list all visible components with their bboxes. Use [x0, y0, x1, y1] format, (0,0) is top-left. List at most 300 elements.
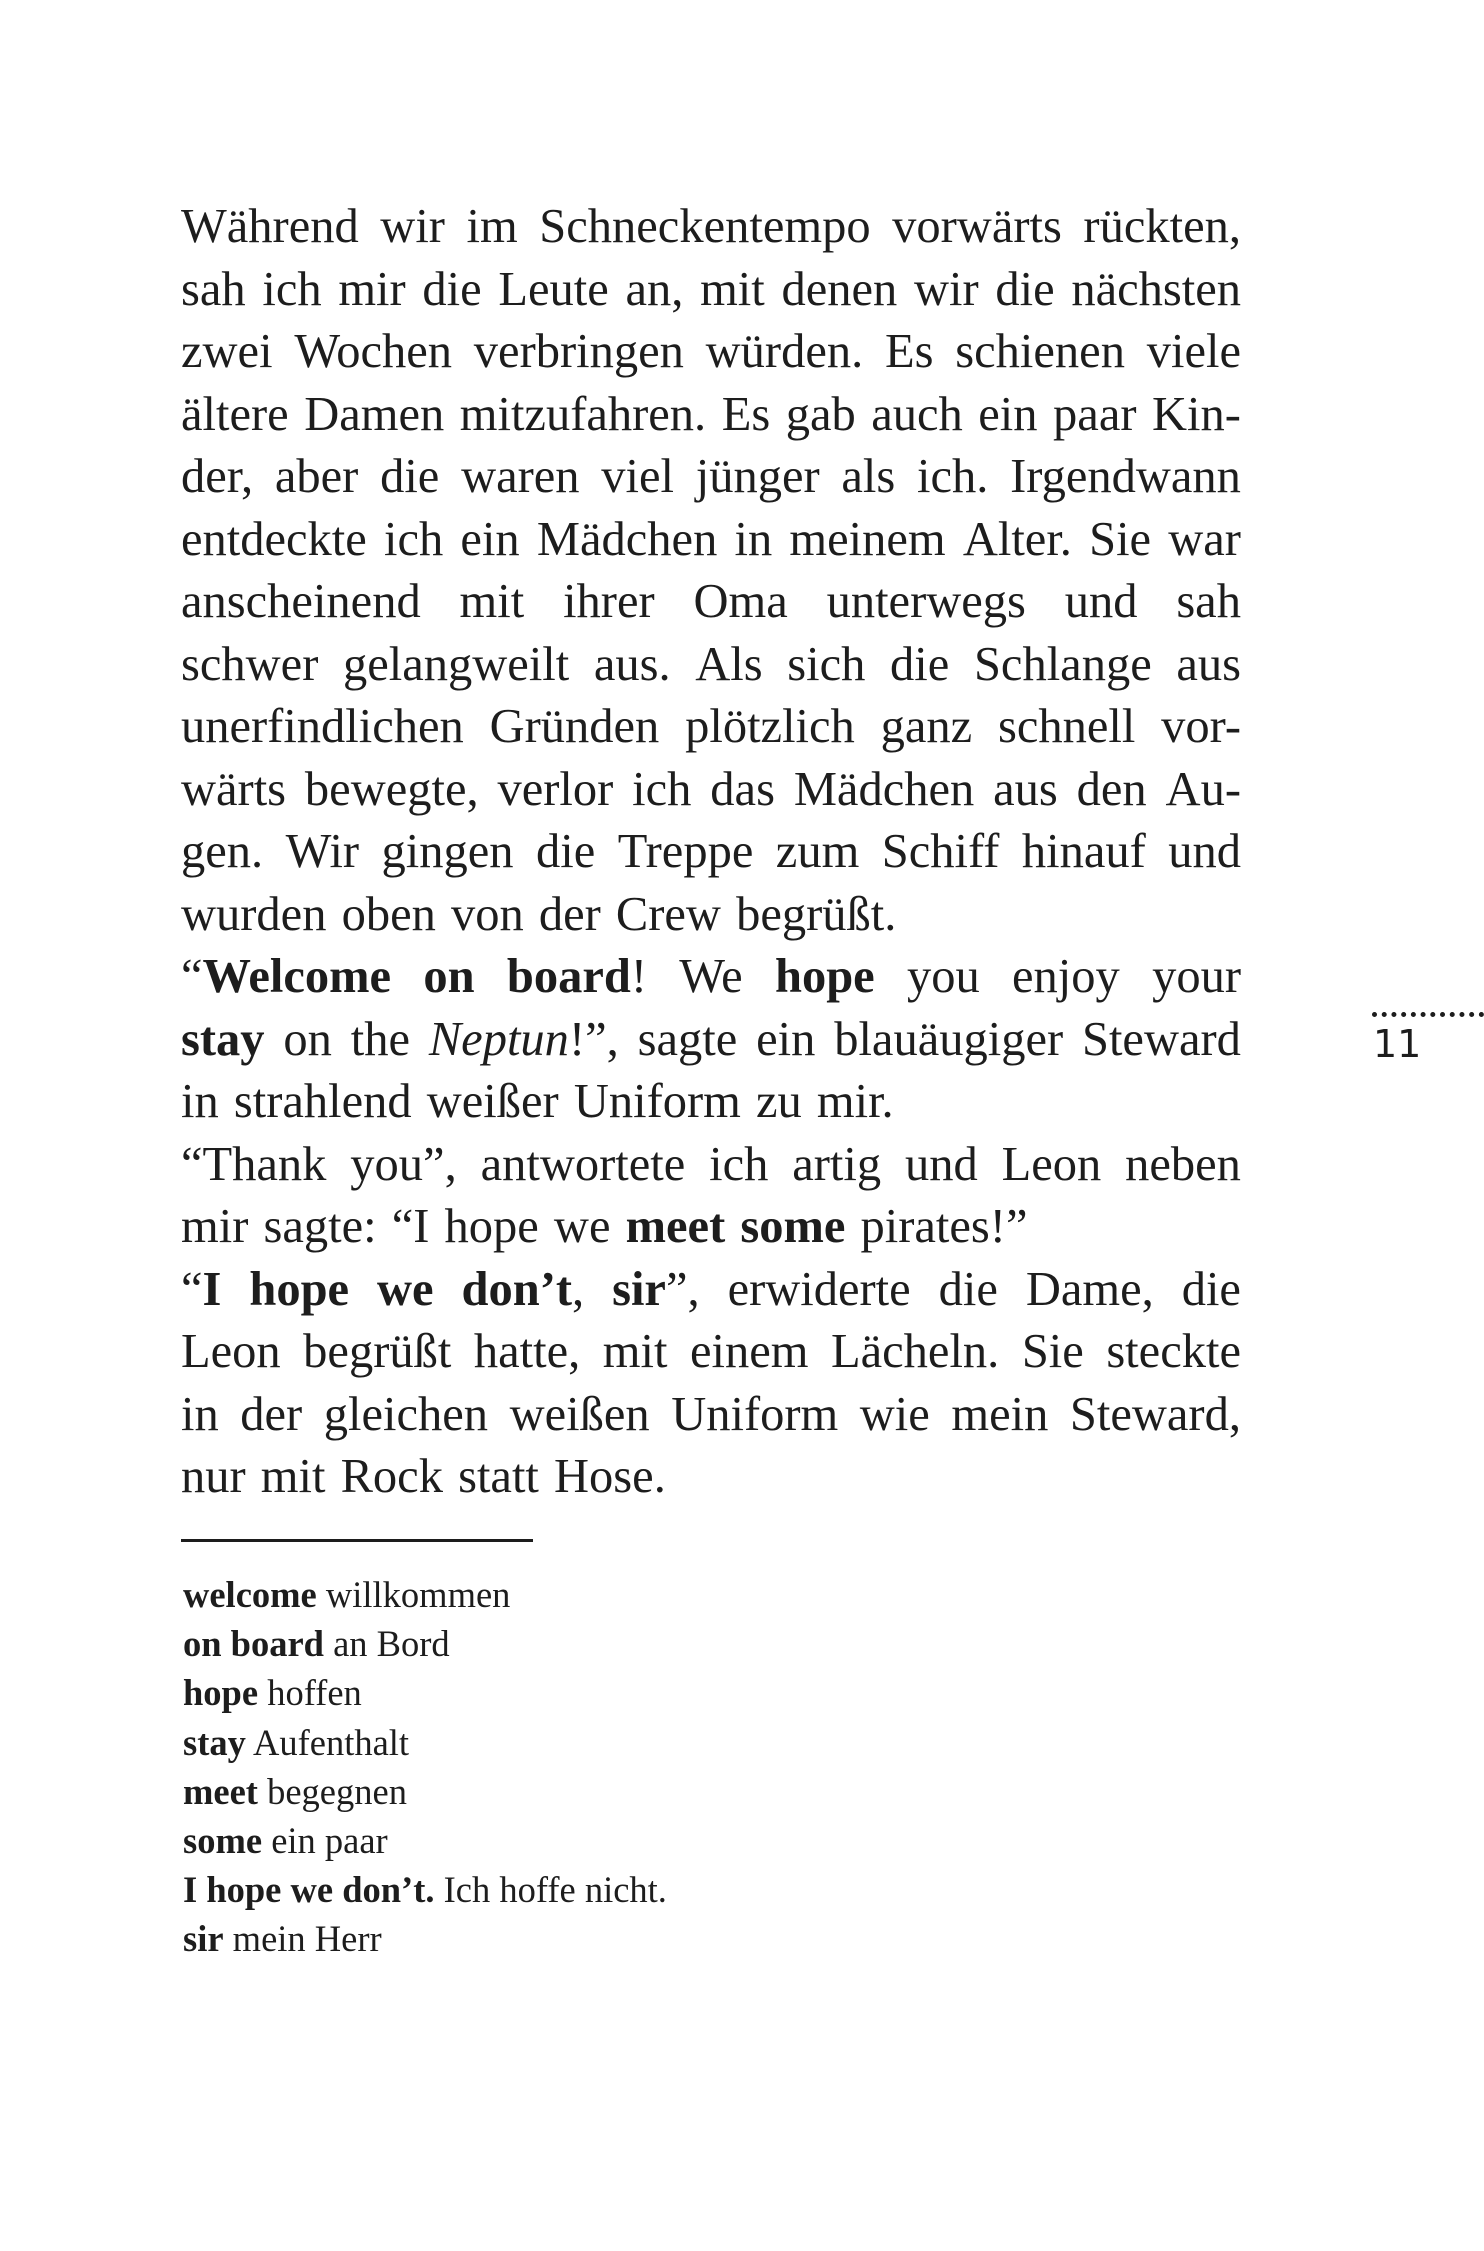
word [1168, 509, 1241, 572]
word [892, 196, 1062, 259]
word [881, 696, 973, 759]
text-segment: in strahlend weißer Uniform zu mir. [181, 1075, 894, 1128]
word [1161, 696, 1241, 759]
word [685, 696, 855, 759]
word [181, 1446, 666, 1509]
word [1071, 259, 1241, 322]
text-segment: wie [859, 1387, 930, 1441]
text-segment: pirates!” [845, 1200, 1028, 1253]
text-line [181, 821, 1241, 884]
word [422, 259, 481, 322]
text-segment: ganz [880, 700, 973, 753]
text-segment: das [710, 762, 775, 816]
word [781, 259, 897, 322]
text-segment: Kin- [1152, 387, 1241, 441]
word [625, 259, 683, 322]
footnote-divider [181, 1539, 533, 1542]
word [1152, 946, 1241, 1009]
word [601, 446, 674, 509]
word [181, 696, 464, 759]
text-segment: Leon [1001, 1137, 1102, 1191]
text-segment: neben [1125, 1137, 1241, 1191]
word [792, 1134, 881, 1197]
text-segment: ich. [917, 450, 989, 503]
text-line [181, 571, 1241, 634]
word [1152, 384, 1241, 447]
text-line [181, 384, 1241, 447]
text-segment: im [466, 200, 518, 253]
text-segment: “Thank [181, 1137, 327, 1191]
word [481, 1134, 686, 1197]
text-segment: ich [709, 1137, 769, 1191]
text-segment: nächsten [1071, 262, 1241, 316]
bold-vocab-text: on [423, 950, 475, 1003]
word [181, 1384, 219, 1447]
text-segment: ich [262, 262, 322, 316]
word [1182, 1259, 1241, 1322]
glossary-term: I hope we don’t. [183, 1869, 435, 1911]
word [831, 1321, 999, 1384]
word [429, 1009, 619, 1072]
glossary-term: hope [183, 1672, 259, 1714]
text-segment: Au- [1165, 762, 1241, 816]
text-segment: Schiff [881, 825, 1000, 878]
word [786, 384, 856, 447]
text-segment: mit [459, 575, 525, 628]
italic-text: Neptun [428, 1012, 569, 1066]
text-segment: weißen [509, 1387, 650, 1441]
word [181, 1196, 1028, 1259]
text-segment: Mädchen [536, 512, 718, 566]
word [690, 1321, 809, 1384]
glossary-term: sir [183, 1918, 224, 1960]
text-segment: Es [721, 387, 771, 441]
text-line [181, 1446, 1241, 1509]
word [1012, 946, 1120, 1009]
glossary-translation: Ich hoffe nicht. [443, 1869, 667, 1911]
word [841, 446, 895, 509]
text-segment: würden. [705, 325, 864, 378]
word [789, 509, 945, 572]
word [679, 946, 742, 1009]
word [951, 1384, 1048, 1447]
word [305, 759, 479, 822]
text-line [181, 946, 1241, 1009]
story-text [181, 196, 1241, 1509]
text-segment: denen [781, 262, 898, 316]
text-segment: an, [625, 262, 684, 316]
text-segment: enjoy [1012, 950, 1120, 1003]
word [283, 1009, 332, 1072]
word [350, 1134, 456, 1197]
word [1147, 321, 1241, 384]
word [1168, 821, 1241, 884]
text-line [181, 1321, 1241, 1384]
word [304, 384, 444, 447]
word [181, 1259, 221, 1322]
text-line [181, 196, 1241, 259]
word [1176, 634, 1241, 697]
word [612, 1259, 700, 1322]
text-segment: , [572, 1262, 585, 1316]
word [1166, 759, 1241, 822]
word [995, 259, 1054, 322]
text-segment: ein [460, 512, 520, 566]
text-segment: Leute [498, 262, 609, 316]
word [834, 1009, 1063, 1072]
page-number: 11 [1373, 1022, 1422, 1066]
text-segment: mir [338, 262, 406, 316]
text-segment: zwei [181, 325, 273, 378]
word [303, 1321, 451, 1384]
glossary-entry [183, 1816, 667, 1865]
word [1106, 1321, 1241, 1384]
word [181, 946, 391, 1009]
text-segment: wärts [181, 762, 287, 816]
text-segment: Leon [181, 1325, 281, 1378]
page-number-dotted-rule [1372, 1012, 1484, 1017]
glossary-term: on board [183, 1623, 324, 1665]
word [181, 759, 286, 822]
text-segment: steckte [1106, 1325, 1241, 1378]
text-segment: mit [700, 262, 765, 316]
text-segment: on [283, 1012, 332, 1066]
text-segment: gen. [181, 825, 264, 878]
word [693, 571, 787, 634]
text-segment: Wochen [294, 325, 453, 378]
text-segment: der [240, 1387, 303, 1441]
text-segment: Treppe [617, 825, 754, 878]
text-segment: gelangweilt [342, 637, 570, 691]
text-segment: We [679, 950, 743, 1003]
word [423, 946, 474, 1009]
glossary-entry [183, 1668, 667, 1717]
text-line [181, 1009, 1241, 1072]
word [351, 1009, 410, 1072]
text-segment: Wir [285, 825, 360, 878]
text-segment: gleichen [323, 1387, 489, 1441]
word [460, 509, 519, 572]
text-segment: Als [695, 637, 763, 691]
text-segment: viel [601, 450, 675, 503]
word [181, 384, 289, 447]
text-segment: artig [792, 1137, 882, 1191]
text-segment: Uniform [671, 1387, 839, 1441]
text-segment: in [734, 512, 773, 566]
word [722, 384, 771, 447]
text-segment: aus. [593, 637, 671, 691]
text-segment: war [1168, 512, 1241, 566]
text-segment: einem [689, 1325, 809, 1378]
word [709, 1134, 768, 1197]
word [882, 821, 1000, 884]
text-segment: Gründen [489, 700, 660, 753]
word [871, 384, 963, 447]
word [993, 759, 1058, 822]
text-segment: mein [951, 1387, 1049, 1441]
text-segment: waren [461, 450, 580, 503]
glossary-entry [183, 1914, 667, 1963]
word [735, 509, 773, 572]
text-segment: wir [380, 200, 445, 253]
word [939, 1259, 998, 1322]
word [262, 259, 321, 322]
glossary-translation: hoffen [267, 1672, 362, 1714]
word [885, 321, 934, 384]
text-segment: den [1076, 762, 1147, 816]
word [1026, 1259, 1154, 1322]
word [181, 1321, 281, 1384]
bold-vocab-text: don’t [461, 1262, 573, 1316]
word [632, 759, 691, 822]
text-segment: Steward [1081, 1012, 1241, 1066]
word [1065, 571, 1138, 634]
word [181, 446, 253, 509]
word [1010, 446, 1241, 509]
text-line [181, 759, 1241, 822]
text-segment: gab [785, 387, 856, 441]
text-segment: rückten, [1083, 200, 1241, 253]
text-segment: Mädchen [793, 762, 975, 816]
word [905, 1134, 978, 1197]
word [181, 196, 359, 259]
vocabulary-glossary [183, 1570, 667, 1964]
text-segment: die [1181, 1262, 1241, 1316]
word [794, 759, 974, 822]
glossary-term: some [183, 1820, 263, 1862]
text-segment: ein [756, 1012, 816, 1066]
word [1125, 1134, 1241, 1197]
word [1053, 384, 1136, 447]
bold-vocab-text: Welcome [202, 950, 392, 1003]
word [181, 571, 421, 634]
word [490, 696, 660, 759]
word [380, 196, 445, 259]
word [710, 759, 775, 822]
text-segment: mir sagte: “I hope we [181, 1200, 626, 1253]
bold-vocab-text: board [506, 950, 631, 1003]
text-segment: aus [993, 762, 1058, 816]
text-segment: Damen [304, 387, 445, 441]
text-line [181, 634, 1241, 697]
text-segment: vorwärts [892, 200, 1062, 253]
word [638, 1009, 738, 1072]
word [537, 509, 717, 572]
glossary-translation: mein Herr [232, 1918, 382, 1960]
word [671, 1384, 838, 1447]
word [181, 509, 367, 572]
word [181, 1009, 265, 1072]
text-segment: bewegte, [304, 762, 479, 816]
word [181, 259, 246, 322]
text-segment: Steward, [1069, 1387, 1241, 1441]
text-segment: nur mit Rock statt Hose. [181, 1450, 666, 1503]
text-segment: Während [181, 200, 359, 253]
word [978, 384, 1037, 447]
glossary-term: meet [183, 1770, 258, 1812]
text-segment: mitzufahren. [459, 387, 707, 441]
text-line [181, 696, 1241, 759]
text-segment: die [995, 262, 1055, 316]
word [536, 821, 595, 884]
text-segment: Schlange [973, 637, 1152, 691]
word [462, 1259, 585, 1322]
word [594, 634, 671, 697]
glossary-translation: an Bord [333, 1623, 450, 1665]
text-segment: jünger [695, 450, 820, 503]
text-segment: Schneckentempo [539, 200, 871, 253]
word [1070, 1384, 1241, 1447]
bold-vocab-text: sir [612, 1262, 666, 1316]
text-segment: zum [775, 825, 860, 878]
word [563, 571, 655, 634]
text-segment: die [536, 825, 596, 878]
text-line [181, 446, 1241, 509]
word [860, 1384, 930, 1447]
text-segment: “ [181, 1262, 203, 1316]
word [955, 321, 1125, 384]
bold-vocab-text: hope [774, 950, 875, 1003]
word [507, 946, 647, 1009]
text-segment: und [904, 1137, 978, 1191]
word [181, 634, 318, 697]
text-segment: ”, [665, 1262, 700, 1316]
word [1022, 1321, 1084, 1384]
text-line [181, 1134, 1241, 1197]
word [467, 196, 518, 259]
text-segment: die [890, 637, 950, 691]
text-segment: Dame, [1025, 1262, 1154, 1316]
text-line [181, 884, 1241, 947]
word [181, 321, 273, 384]
glossary-term: stay [183, 1721, 246, 1763]
text-segment: hatte, [473, 1325, 581, 1378]
text-line [181, 1071, 1241, 1134]
glossary-term: welcome [183, 1574, 317, 1615]
text-segment: erwiderte [727, 1262, 911, 1316]
glossary-entry [183, 1570, 667, 1619]
word [461, 446, 579, 509]
text-segment: antwortete [480, 1137, 686, 1191]
glossary-entry [183, 1619, 667, 1668]
glossary-entry [183, 1865, 667, 1914]
word [539, 196, 870, 259]
word [498, 759, 614, 822]
text-segment: die [938, 1262, 998, 1316]
text-segment: gingen [381, 825, 514, 878]
text-segment: the [350, 1012, 410, 1066]
word [1077, 759, 1147, 822]
word [181, 821, 263, 884]
glossary-translation: willkommen [325, 1574, 511, 1615]
text-segment: und [1064, 575, 1138, 628]
text-segment: sich [787, 637, 866, 691]
text-segment: die [422, 262, 482, 316]
word [700, 259, 765, 322]
text-line [181, 1196, 1241, 1259]
text-segment: aus [1176, 637, 1241, 691]
text-segment: schwer [181, 637, 319, 691]
word [907, 946, 980, 1009]
text-segment: plötzlich [685, 700, 855, 753]
word [382, 821, 514, 884]
text-segment: ! [630, 950, 647, 1003]
text-segment: wurden oben von der Crew begrüßt. [181, 887, 897, 941]
glossary-translation: begegnen [267, 1770, 407, 1812]
word [756, 1009, 815, 1072]
text-segment: Es [885, 325, 934, 378]
text-segment: Alter. [962, 512, 1072, 566]
word [343, 634, 569, 697]
text-line [181, 1259, 1241, 1322]
text-segment: in [181, 1387, 219, 1441]
word [460, 571, 525, 634]
text-segment: auch [871, 387, 963, 441]
word [917, 446, 988, 509]
word [286, 821, 359, 884]
word [1083, 196, 1241, 259]
text-segment: mit [602, 1325, 668, 1378]
word [240, 1384, 302, 1447]
word [181, 884, 896, 947]
text-segment: your [1152, 950, 1241, 1003]
text-segment: ich [632, 762, 692, 816]
text-segment: als [841, 450, 896, 503]
text-segment: paar [1053, 387, 1137, 441]
word [294, 321, 452, 384]
word [603, 1321, 668, 1384]
text-segment: aber [274, 450, 359, 503]
text-segment: unterwegs [826, 575, 1026, 628]
text-segment: anscheinend [181, 575, 421, 628]
glossary-entry [183, 1767, 667, 1816]
text-segment: entdeckte [181, 512, 367, 566]
word [275, 446, 358, 509]
text-segment: Sie [1021, 1325, 1084, 1378]
text-segment: begrüßt [303, 1325, 452, 1378]
text-segment: ihrer [563, 575, 655, 628]
text-segment: meinem [789, 512, 946, 566]
word [998, 696, 1135, 759]
word [324, 1384, 488, 1447]
text-segment: !”, [568, 1012, 619, 1066]
word [776, 821, 860, 884]
word [696, 446, 820, 509]
text-segment: blauäugiger [834, 1012, 1064, 1066]
text-segment: schnell [997, 700, 1136, 753]
word [1022, 821, 1146, 884]
word [695, 634, 762, 697]
glossary-translation: ein paar [271, 1820, 388, 1862]
text-segment: unerfindlichen [181, 700, 464, 753]
text-segment: Lächeln. [830, 1325, 1000, 1378]
text-segment: Irgendwann [1010, 450, 1241, 503]
word [1176, 571, 1241, 634]
text-segment: ältere [181, 387, 289, 441]
word [728, 1259, 911, 1322]
text-line [181, 509, 1241, 572]
word [890, 634, 949, 697]
text-segment: und [1168, 825, 1241, 878]
bold-vocab-text: stay [181, 1012, 265, 1066]
text-line [181, 259, 1241, 322]
text-segment: verlor [497, 762, 614, 816]
text-segment: Sie [1089, 512, 1152, 566]
bold-vocab-text: we [377, 1262, 434, 1316]
word [181, 1071, 894, 1134]
text-line [181, 1384, 1241, 1447]
glossary-entry [183, 1718, 667, 1767]
